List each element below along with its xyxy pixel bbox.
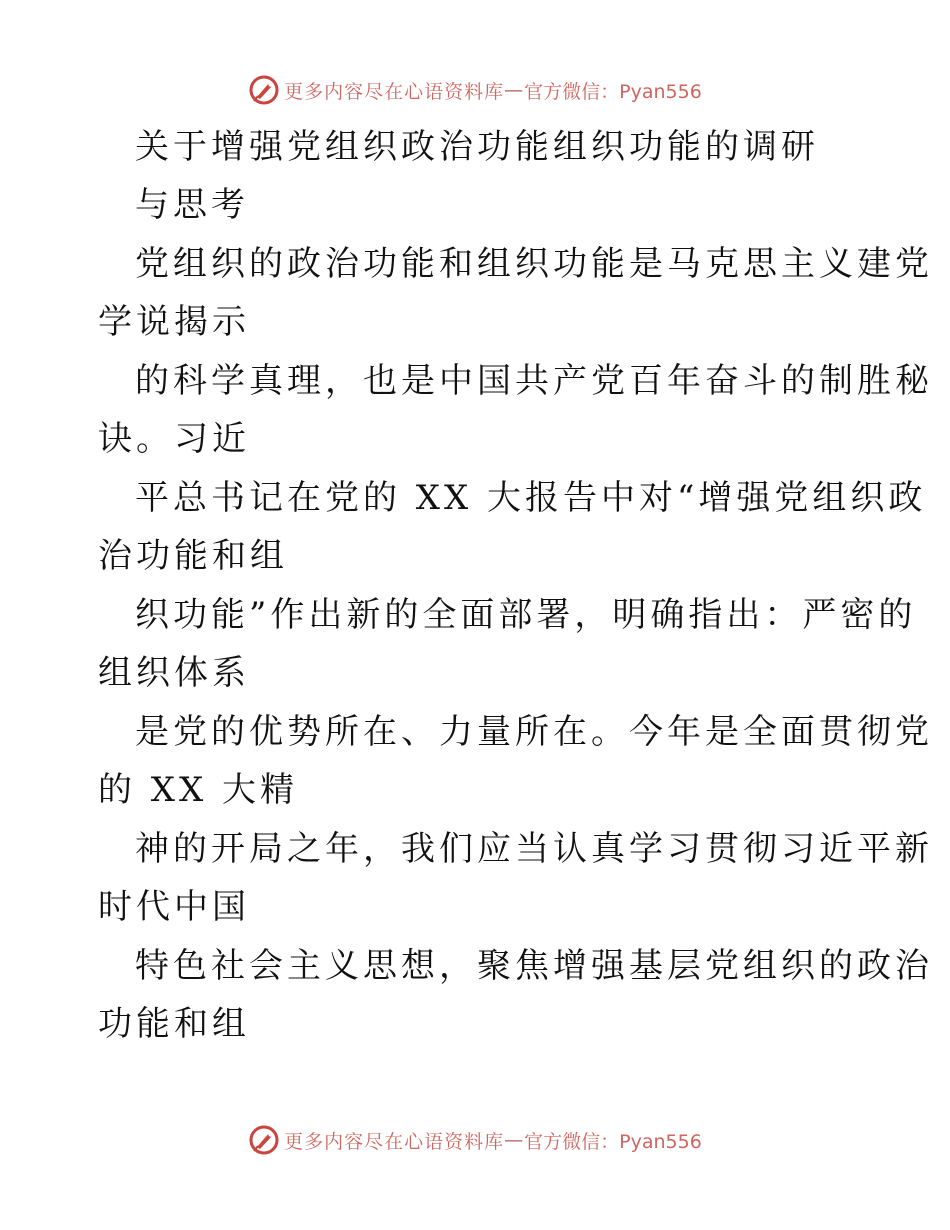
doc-text-line: 党组织的政治功能和组织功能是马克思主义建党: [135, 244, 933, 284]
banner-wechat-text: 官方微信：Pyan556: [524, 1130, 702, 1153]
banner-separator: —: [504, 79, 525, 101]
doc-text-line: 的 XX 大精: [98, 770, 299, 810]
doc-text-line: 神的开局之年，我们应当认真学习贯彻习近平新: [135, 829, 933, 869]
banner-site-text: 更多内容尽在心语资料库: [284, 1130, 505, 1153]
doc-text-line: 特色社会主义思想，聚焦增强基层党组织的政治: [135, 946, 933, 986]
pen-nib-logo-icon: [248, 1124, 280, 1156]
doc-text-line: 平总书记在党的 XX 大报告中对“增强党组织政: [135, 478, 927, 518]
header-banner: [0, 70, 950, 110]
doc-title-line-1: 关于增强党组织政治功能组织功能的调研: [135, 127, 819, 167]
doc-text-line: 时代中国: [98, 887, 250, 927]
banner-site-text: 更多内容尽在心语资料库: [284, 80, 505, 103]
doc-text-line: 组织体系: [98, 653, 250, 693]
banner-wechat-text: 官方微信：Pyan556: [524, 80, 702, 103]
doc-text-line: 功能和组: [98, 1004, 250, 1044]
banner-separator: —: [504, 1129, 525, 1151]
footer-banner: [0, 1120, 950, 1160]
doc-text-line: 织功能”作出新的全面部署，明确指出：严密的: [135, 595, 917, 635]
doc-text-line: 的科学真理，也是中国共产党百年奋斗的制胜秘: [135, 361, 933, 401]
pen-nib-logo-icon: [248, 74, 280, 106]
doc-text-line: 治功能和组: [98, 536, 288, 576]
doc-text-line: 是党的优势所在、力量所在。今年是全面贯彻党: [135, 712, 933, 752]
doc-text-line: 学说揭示: [98, 302, 250, 342]
doc-title-line-2: 与思考: [135, 185, 249, 225]
doc-text-line: 诀。习近: [98, 419, 250, 459]
